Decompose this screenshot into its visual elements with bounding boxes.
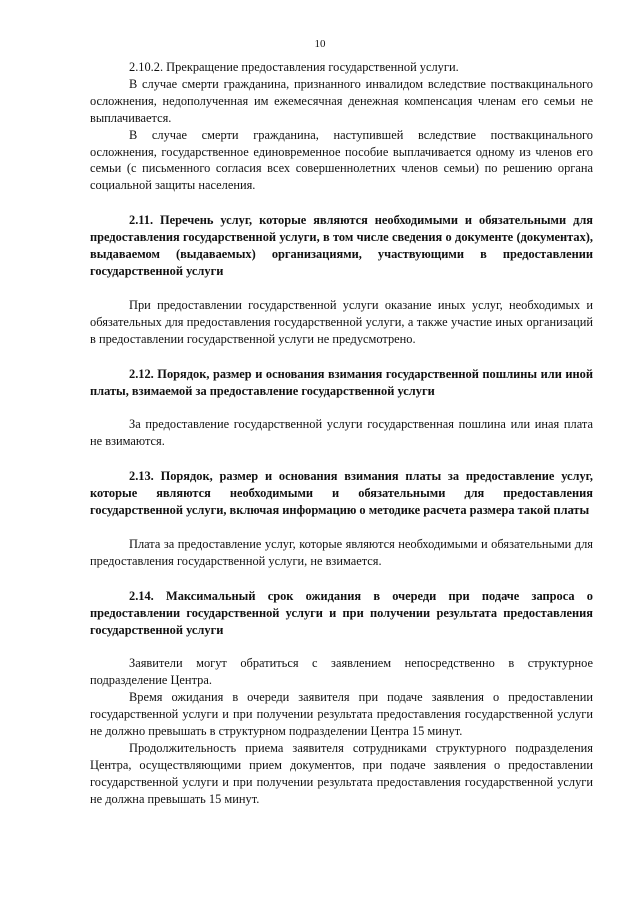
paragraph-2-10-2-title: 2.10.2. Прекращение предоставления государственной услуги. xyxy=(129,60,459,74)
heading-2-14: 2.14. Максимальный срок ожидания в очереди при подаче запроса о предоставлении государственной услуги и при получении результата предоставления государственной услуги xyxy=(90,588,593,637)
document-body xyxy=(90,59,593,808)
paragraph-2-14-waiting-time: Время ожидания в очереди заявителя при подаче заявления о предоставлении государственной услуги и при получении результата предоставления государственной услуги не должно превышать в структурном подразделении Центра 15 минут. xyxy=(90,690,593,739)
paragraph-2-14-direct-application: Заявители могут обратиться с заявлением непосредственно в структурное подразделение Центра. xyxy=(90,656,593,688)
heading-2-13: 2.13. Порядок, размер и основания взимания платы за предоставление услуг, которые являются необходимыми и обязательными для предоставления государственной услуги, включая информацию о методике расчета размера такой платы xyxy=(90,469,593,518)
paragraph-2-14-reception-duration: Продолжительность приема заявителя сотрудниками структурного подразделения Центра, осуществляющими прием документов, при подаче заявления о предоставлении государственной услуги и при получении результата предоставления государственной услуги не должна превышать 15 минут. xyxy=(90,741,593,806)
heading-2-12: 2.12. Порядок, размер и основания взимания государственной пошлины или иной платы, взимаемой за предоставление государственной услуги xyxy=(90,366,593,398)
paragraph-2-10-2-death-compensation: В случае смерти гражданина, признанного инвалидом вследствие поствакцинального осложнения, недополученная им ежемесячная денежная компенсация членам его семьи не выплачивается. xyxy=(90,76,593,125)
paragraph-2-12: За предоставление государственной услуги государственная пошлина или иная плата не взимаются. xyxy=(90,417,593,449)
paragraph-2-10-2-death-allowance: В случае смерти гражданина, наступившей вследствие поствакцинального осложнения, государственное единовременное пособие выплачивается одному из членов его семьи (с письменного согласия всех совершеннолетних членов семьи) по решению органа социальной защиты населения. xyxy=(90,127,593,193)
heading-2-11: 2.11. Перечень услуг, которые являются необходимыми и обязательными для предоставления государственной услуги, в том числе сведения о документе (документах), выдаваемом (выдаваемых) организациями, участвующими в предоставлении государственной услуги xyxy=(90,213,593,278)
paragraph-2-11: При предоставлении государственной услуги оказание иных услуг, необходимых и обязательных для предоставления государственной услуги, а также участие иных организаций в предоставлении государственной услуги не предусмотрено. xyxy=(90,297,593,346)
page-number: 10 xyxy=(314,38,326,50)
paragraph-2-13: Плата за предоставление услуг, которые являются необходимыми и обязательными для предоставления государственной услуги, не взимается. xyxy=(90,536,593,568)
